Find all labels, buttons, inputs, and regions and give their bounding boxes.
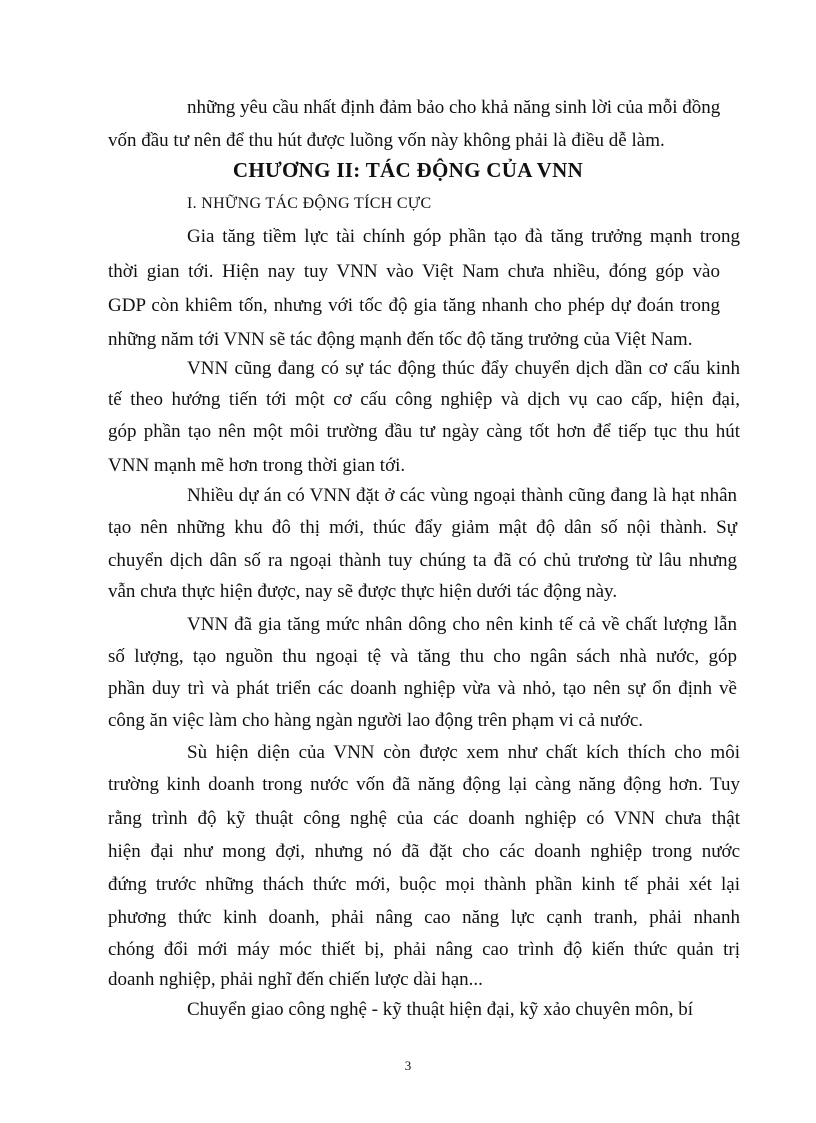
paragraph-2-line-2: tế theo hướng tiến tới một cơ cấu công nghiệp và dịch vụ cao cấp, hiện đại, bbox=[108, 389, 740, 410]
paragraph-5-line-6: phương thức kinh doanh, phải nâng cao năng lực cạnh tranh, phải nhanh bbox=[108, 907, 740, 928]
paragraph-3-line-2: tạo nên những khu đô thị mới, thúc đẩy giảm mật độ dân số nội thành. Sự bbox=[108, 517, 737, 538]
paragraph-1-line-2: thời gian tới. Hiện nay tuy VNN vào Việt Nam chưa nhiều, đóng góp vào bbox=[108, 261, 720, 282]
paragraph-6-line-1: Chuyển giao công nghệ - kỹ thuật hiện đại, kỹ xảo chuyên môn, bí bbox=[187, 999, 694, 1020]
paragraph-5-line-3: rằng trình độ kỹ thuật công nghệ của các doanh nghiệp có VNN chưa thật bbox=[108, 808, 740, 829]
intro-line-1: những yêu cầu nhất định đảm bảo cho khả năng sinh lời của mỗi đồng bbox=[187, 97, 721, 118]
paragraph-4-line-4: công ăn việc làm cho hàng ngàn người lao động trên phạm vi cả nước. bbox=[108, 710, 644, 731]
intro-line-2: vốn đầu tư nên để thu hút được luồng vốn này không phải là điều dễ làm. bbox=[108, 130, 665, 151]
paragraph-5-line-7: chóng đổi mới máy móc thiết bị, phải nâng cao trình độ kiến thức quản trị bbox=[108, 939, 740, 960]
paragraph-3-line-1: Nhiều dự án có VNN đặt ở các vùng ngoại thành cũng đang là hạt nhân bbox=[187, 485, 737, 506]
page-number: 3 bbox=[404, 1058, 412, 1073]
paragraph-5-line-2: trường kinh doanh trong nước vốn đã năng động lại càng năng động hơn. Tuy bbox=[108, 774, 740, 795]
paragraph-5-line-5: đứng trước những thách thức mới, buộc mọi thành phần kinh tế phải xét lại bbox=[108, 874, 740, 895]
paragraph-3-line-4: vẫn chưa thực hiện được, nay sẽ được thực hiện dưới tác động này. bbox=[108, 581, 618, 602]
paragraph-1-line-4: những năm tới VNN sẽ tác động mạnh đến tốc độ tăng trưởng của Việt Nam. bbox=[108, 329, 693, 350]
paragraph-5-line-8: doanh nghiệp, phải nghĩ đến chiến lược dài hạn... bbox=[108, 969, 483, 990]
chapter-title: CHƯƠNG II: TÁC ĐỘNG CỦA VNN bbox=[232, 158, 584, 182]
paragraph-4-line-1: VNN đã gia tăng mức nhân dông cho nên kinh tế cả về chất lượng lẫn bbox=[187, 614, 737, 635]
paragraph-4-line-2: số lượng, tạo nguồn thu ngoại tệ và tăng thu cho ngân sách nhà nước, góp bbox=[108, 646, 737, 667]
paragraph-2-line-3: góp phần tạo nên một môi trường đầu tư ngày càng tốt hơn để tiếp tục thu hút bbox=[108, 421, 740, 442]
paragraph-5-line-1: Sù hiện diện của VNN còn được xem như chất kích thích cho môi bbox=[187, 742, 740, 763]
paragraph-1-line-3: GDP còn khiêm tốn, nhưng với tốc độ gia tăng nhanh cho phép dự đoán trong bbox=[108, 295, 720, 316]
paragraph-4-line-3: phần duy trì và phát triển các doanh nghiệp vừa và nhỏ, tạo nên sự ổn định về bbox=[108, 678, 737, 699]
paragraph-5-line-4: hiện đại như mong đợi, nhưng nó đã đặt cho các doanh nghiệp trong nước bbox=[108, 841, 740, 862]
paragraph-2-line-1: VNN cũng đang có sự tác động thúc đẩy chuyển dịch dần cơ cấu kinh bbox=[187, 358, 740, 379]
paragraph-3-line-3: chuyển dịch dân số ra ngoại thành tuy chúng ta đã có chủ trương từ lâu nhưng bbox=[108, 550, 737, 571]
paragraph-2-line-4: VNN mạnh mẽ hơn trong thời gian tới. bbox=[108, 455, 406, 476]
paragraph-1-line-1: Gia tăng tiềm lực tài chính góp phần tạo đà tăng trưởng mạnh trong bbox=[187, 226, 740, 247]
section-title: I. NHỮNG TÁC ĐỘNG TÍCH CỰC bbox=[187, 195, 432, 212]
